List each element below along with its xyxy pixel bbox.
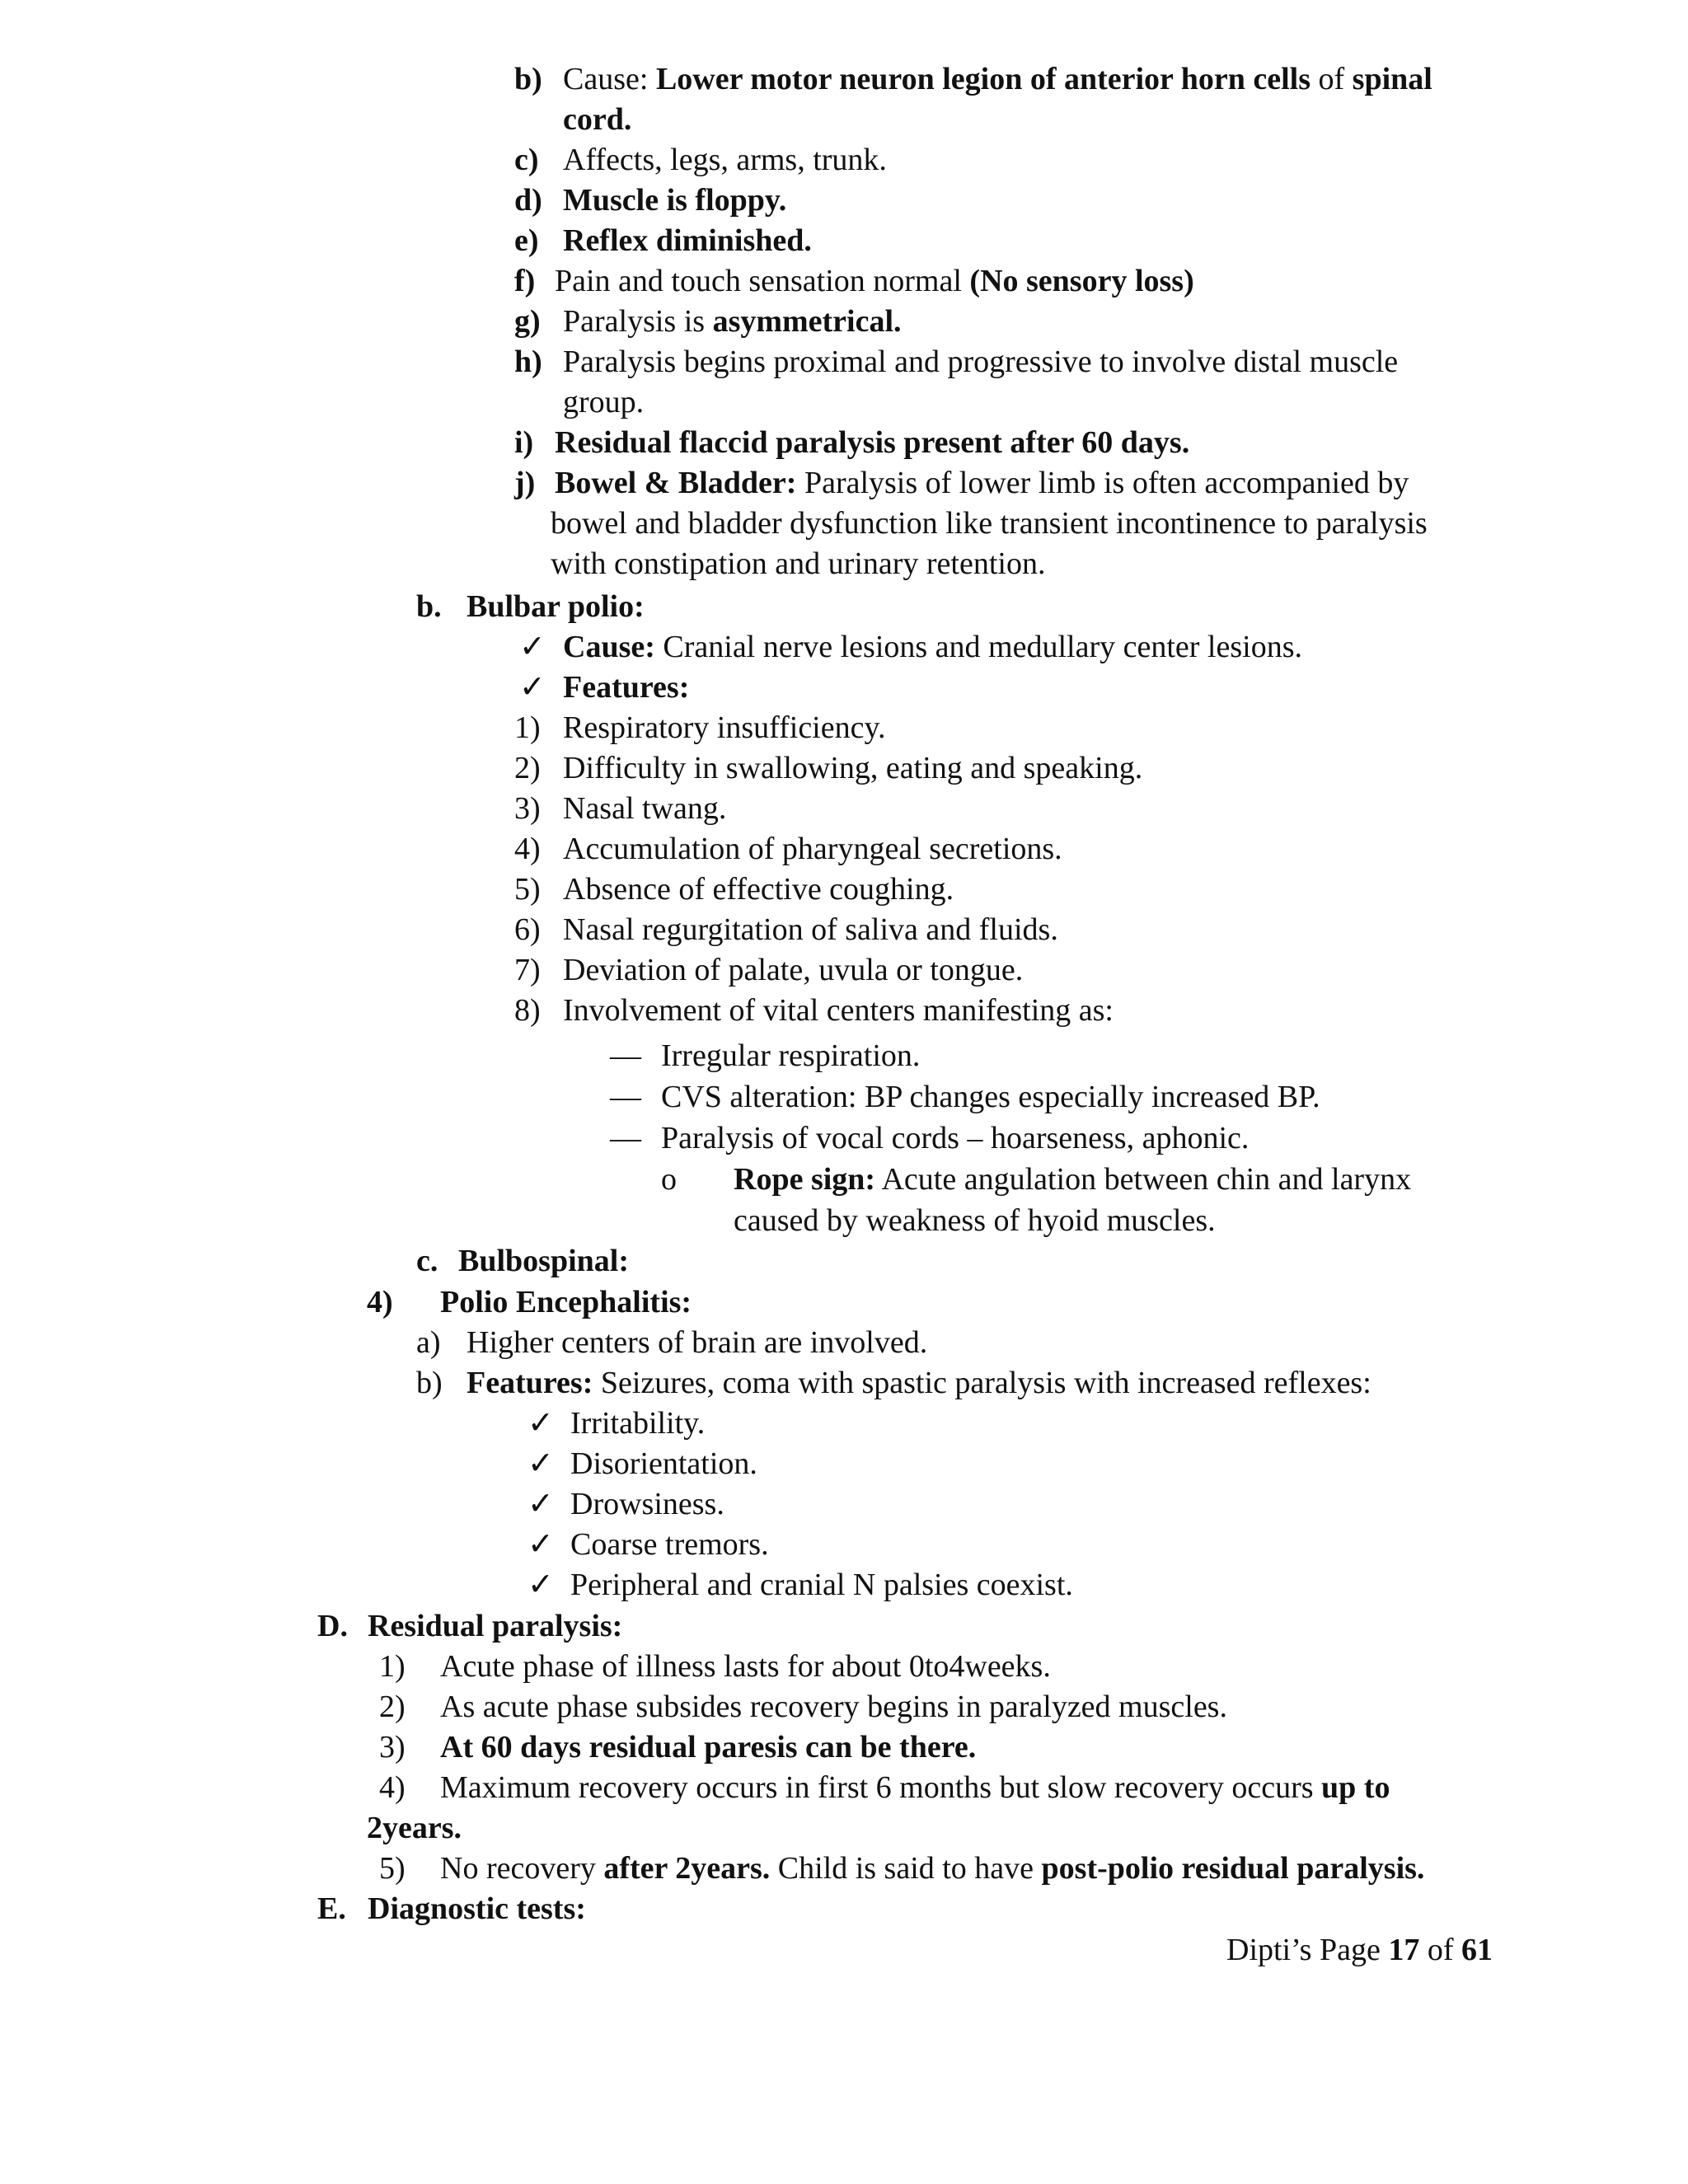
list-marker: 2) [514, 751, 541, 785]
list-marker: b) [514, 62, 542, 96]
list-marker: f) [514, 264, 536, 298]
dash-item: Irregular respiration. [661, 1038, 921, 1073]
checklist-item: Disorientation. [570, 1446, 757, 1481]
check-icon: ✓ [528, 1568, 554, 1602]
rope-sign [734, 1160, 1411, 1200]
bulbar-cause [563, 627, 1302, 668]
list-item-text [555, 261, 1194, 302]
bulbar-marker: b. [416, 589, 442, 624]
bold-text: Lower motor neuron legion of anterior horn cells [655, 62, 1311, 96]
list-marker: 7) [514, 953, 541, 987]
residual-heading: Residual paralysis: [368, 1609, 623, 1643]
residual-item-2: As acute phase subsides recovery begins in paralyzed muscles. [440, 1690, 1227, 1724]
residual-item-4-continuation: 2years. [367, 1811, 462, 1845]
text: with constipation and urinary retention. [551, 546, 1046, 581]
footer-page-number: 17 [1388, 1933, 1420, 1967]
list-item-text [563, 140, 887, 180]
feature-item: Respiratory insufficiency. [563, 710, 886, 745]
encephalitis-features-text: Seizures, coma with spastic paralysis with increased reflexes: [593, 1366, 1372, 1400]
list-marker: e) [514, 223, 539, 258]
list-marker: 3) [379, 1730, 406, 1765]
text: bowel and bladder dysfunction like transient incontinence to paralysis [551, 506, 1428, 541]
list-item-text [555, 423, 1189, 463]
list-marker: 4) [514, 832, 541, 866]
footer-of: of [1419, 1933, 1461, 1967]
feature-item: Nasal regurgitation of saliva and fluids. [563, 912, 1058, 947]
rope-sign-continuation: caused by weakness of hyoid muscles. [734, 1203, 1216, 1238]
bold-text: Reflex diminished. [563, 223, 812, 258]
list-marker: g) [514, 304, 541, 339]
footer-prefix: Dipti’s Page [1226, 1933, 1389, 1967]
residual-item-5 [440, 1849, 1424, 1889]
rope-sign-text: Acute angulation between chin and larynx [875, 1162, 1412, 1197]
text: of [1311, 62, 1353, 96]
list-item-text [563, 342, 1398, 382]
feature-item: Accumulation of pharyngeal secretions. [563, 832, 1062, 866]
residual-item-4 [440, 1768, 1390, 1808]
list-item-continuation [551, 504, 1428, 544]
residual-item-3: At 60 days residual paresis can be there. [440, 1730, 977, 1765]
checklist-item: Peripheral and cranial N palsies coexist. [570, 1568, 1073, 1602]
residual-item-5-text-b: Child is said to have [770, 1851, 1042, 1886]
bulbospinal-heading: Bulbospinal: [458, 1244, 629, 1278]
list-marker: 1) [514, 710, 541, 745]
list-marker: j) [514, 466, 536, 500]
encephalitis-heading: Polio Encephalitis: [440, 1285, 692, 1319]
encephalitis-marker: 4) [367, 1285, 393, 1319]
residual-item-4-bold: up to [1321, 1770, 1390, 1805]
list-marker: b) [416, 1366, 443, 1400]
bold-text: spinal [1352, 62, 1432, 96]
text: Paralysis is [563, 304, 713, 339]
bulbar-heading: Bulbar polio: [467, 589, 645, 624]
list-marker: c) [514, 143, 539, 177]
circle-bullet-icon: o [661, 1162, 677, 1197]
checklist-item: Drowsiness. [570, 1487, 724, 1521]
feature-item: Difficulty in swallowing, eating and speaking. [563, 751, 1143, 785]
check-icon: ✓ [519, 630, 546, 664]
list-marker: d) [514, 183, 542, 218]
feature-item: Involvement of vital centers manifesting as: [563, 993, 1114, 1028]
list-marker: 1) [379, 1649, 406, 1684]
encephalitis-features-label: Features: [467, 1366, 593, 1400]
check-icon: ✓ [528, 1406, 554, 1441]
footer-total-pages: 61 [1461, 1933, 1493, 1967]
bold-text: Bowel & Bladder: [555, 466, 797, 500]
list-item-text [563, 302, 902, 342]
dash-icon: — [610, 1121, 641, 1155]
check-icon: ✓ [528, 1527, 554, 1562]
residual-item-1: Acute phase of illness lasts for about 0to4weeks. [440, 1649, 1051, 1684]
bold-text: asymmetrical. [712, 304, 902, 339]
list-item-text [555, 463, 1409, 504]
residual-marker: D. [317, 1609, 348, 1643]
diagnostic-marker: E. [317, 1891, 346, 1926]
dash-item: Paralysis of vocal cords – hoarseness, aphonic. [661, 1121, 1250, 1155]
feature-item: Absence of effective coughing. [563, 872, 954, 907]
feature-item: Nasal twang. [563, 791, 727, 826]
diagnostic-heading: Diagnostic tests: [368, 1891, 586, 1926]
dash-item: CVS alteration: BP changes especially increased BP. [661, 1080, 1320, 1114]
check-icon: ✓ [519, 670, 546, 705]
text: Affects, legs, arms, trunk. [563, 143, 887, 177]
residual-item-5-bold-a: after 2years. [603, 1851, 771, 1886]
text: Paralysis of lower limb is often accompanied by [796, 466, 1409, 500]
list-marker: 6) [514, 912, 541, 947]
bulbospinal-marker: c. [416, 1244, 438, 1278]
dash-icon: — [610, 1080, 641, 1114]
list-item-text [563, 59, 1432, 100]
list-item-continuation [563, 382, 644, 423]
list-marker: a) [416, 1325, 441, 1360]
text: Pain and touch sensation normal [555, 264, 970, 298]
list-item-continuation [551, 544, 1045, 584]
list-marker: 3) [514, 791, 541, 826]
bold-text: Residual flaccid paralysis present after 60 days. [555, 425, 1190, 460]
list-marker: 5) [514, 872, 541, 907]
list-marker: i) [514, 425, 534, 460]
bold-text: (No sensory loss) [969, 264, 1194, 298]
rope-sign-label: Rope sign: [734, 1162, 876, 1197]
dash-icon: — [610, 1038, 641, 1073]
feature-item: Deviation of palate, uvula or tongue. [563, 953, 1024, 987]
list-item-text [563, 221, 812, 261]
bulbar-cause-text: Cranial nerve lesions and medullary center lesions. [654, 630, 1302, 664]
residual-item-5-bold-b: post-polio residual paralysis. [1041, 1851, 1425, 1886]
encephalitis-item-a: Higher centers of brain are involved. [467, 1325, 928, 1360]
page-footer [1226, 1930, 1493, 1971]
text: Cause: [563, 62, 656, 96]
bulbar-features-label: Features: [563, 670, 690, 705]
bulbar-cause-label: Cause: [563, 630, 655, 664]
text: group. [563, 385, 645, 419]
encephalitis-item-b [467, 1363, 1372, 1404]
text: Paralysis begins proximal and progressive to involve distal muscle [563, 344, 1399, 379]
bold-text: cord. [563, 102, 632, 137]
residual-item-5-text-a: No recovery [440, 1851, 604, 1886]
list-item-text [563, 180, 786, 221]
checklist-item: Coarse tremors. [570, 1527, 769, 1562]
residual-item-4-text: Maximum recovery occurs in first 6 months but slow recovery occurs [440, 1770, 1322, 1805]
list-marker: 8) [514, 993, 541, 1028]
list-marker: 4) [379, 1770, 406, 1805]
check-icon: ✓ [528, 1487, 554, 1521]
list-marker: h) [514, 344, 542, 379]
list-marker: 5) [379, 1851, 406, 1886]
bold-text: Muscle is floppy. [563, 183, 787, 218]
checklist-item: Irritability. [570, 1406, 706, 1441]
list-marker: 2) [379, 1690, 406, 1724]
list-item-continuation [563, 100, 631, 140]
check-icon: ✓ [528, 1446, 554, 1481]
